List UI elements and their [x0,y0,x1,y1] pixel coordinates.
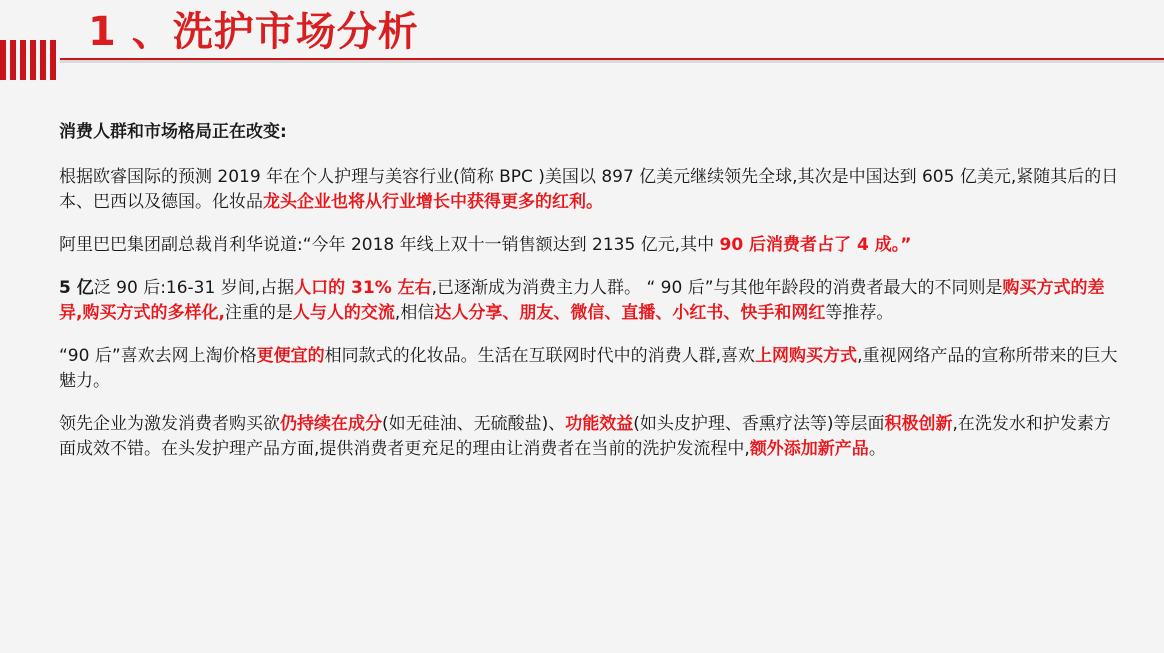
body-text: ,重视网络产品的宣称所带来的巨大魅力。 [59,346,1118,391]
section-heading [59,120,1121,145]
paragraph-2 [59,233,1121,258]
body-text: ,在洗发水和护发素方面成效不错。在头发护理产品方面,提供消费者更充足的理由让消费者在当前的洗护发流程中, [59,414,1111,459]
body-text: ,相信 [394,303,435,323]
body-text: 泛 90 后:16-31 岁间,占据 [93,278,295,298]
highlighted-text: 积极创新 [884,414,953,434]
highlighted-text: 达人分享、朋友、微信、直播、小红书、快手和网红 [434,303,826,323]
highlighted-text: 上网购买方式 [755,346,858,366]
highlighted-text: 仍持续在成分 [280,414,382,434]
highlighted-text: 90 后消费者占了 4 成。” [719,235,912,255]
body-text: “90 后”喜欢去网上淘价格 [59,346,257,366]
body-text: 。 [868,439,886,459]
body-text: 注重的是 [224,303,293,323]
body-text: 根据欧睿国际的预测 2019 年在个人护理与美容行业(简称 BPC )美国以 897 亿美元继续领先全球,其次是中国达到 605 亿美元,紧随其后的日本、巴西以及德国。化妆品 [59,167,1119,212]
highlighted-text: 功能效益 [565,414,634,434]
body-text: 等推荐。 [825,303,894,323]
slide-title: 1 、洗护市场分析 [88,9,419,55]
highlighted-text: 更便宜的 [256,346,325,366]
paragraph-4 [59,344,1121,394]
paragraph-1 [59,165,1121,215]
slide-body [59,120,1121,480]
body-text: 消费人群和市场格局正在改变: [59,122,287,142]
body-text: 相同款式的化妆品。生活在互联网时代中的消费人群,喜欢 [324,346,756,366]
body-text: 5 亿 [59,278,94,298]
title-underline-shadow [60,60,1164,63]
highlighted-text: 人口的 31% 左右 [294,278,432,298]
body-text: (如无硅油、无硫酸盐)、 [382,414,566,434]
highlighted-text: 龙头企业也将从行业增长中获得更多的红利。 [263,192,603,212]
highlighted-text: 购买方式的差异,购买方式的多样化, [59,278,1105,323]
body-text: (如头皮护理、香熏疗法等)等层面 [633,414,885,434]
paragraph-5 [59,412,1121,462]
highlighted-text: 额外添加新产品 [749,439,869,459]
body-text: ,已逐渐成为消费主力人群。 “ 90 后”与其他年龄段的消费者最大的不同则是 [431,278,1003,298]
body-text: 阿里巴巴集团副总裁肖利华说道:“今年 2018 年线上双十一销售额达到 2135 亿元,其中 [59,235,720,255]
decorative-stripes [0,40,60,80]
paragraph-3 [59,276,1121,326]
body-text: 领先企业为激发消费者购买欲 [59,414,280,434]
highlighted-text: 人与人的交流 [292,303,395,323]
